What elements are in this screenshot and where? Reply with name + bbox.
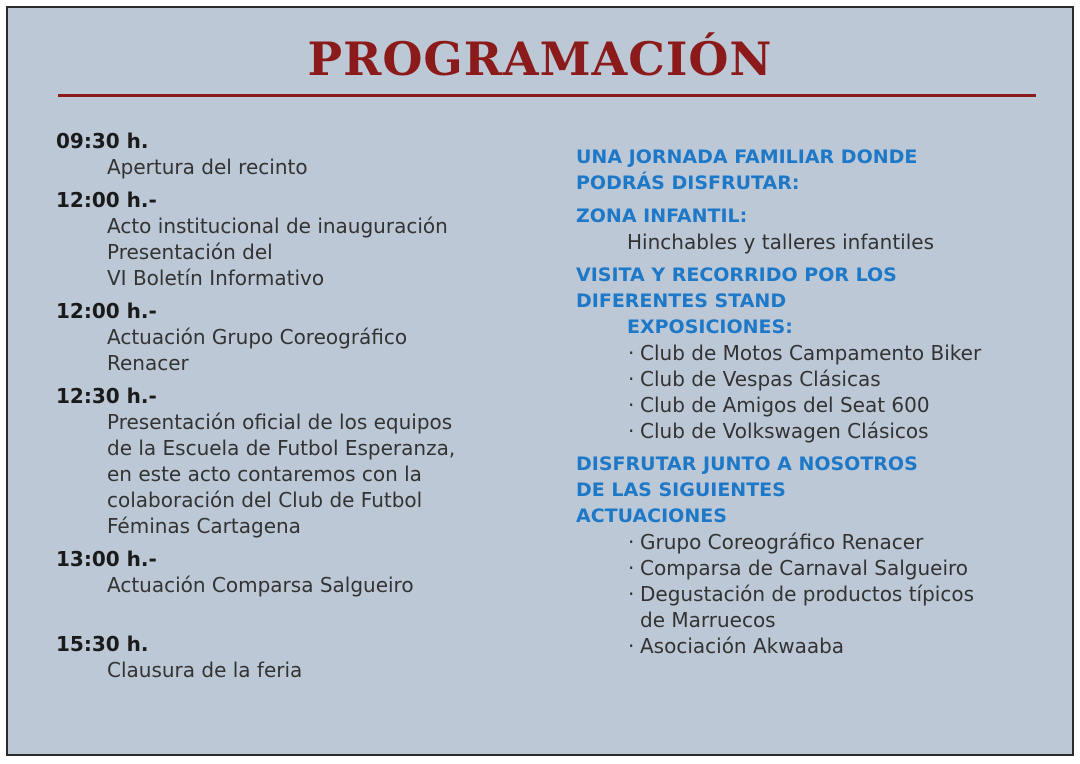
- schedule-desc: Apertura del recinto: [107, 155, 308, 179]
- schedule-time: 12:30 h.-: [56, 384, 157, 408]
- schedule-desc: Clausura de la feria: [107, 658, 303, 682]
- schedule-desc: Renacer: [107, 351, 189, 375]
- list-item: · Comparsa de Carnaval Salgueiro: [628, 556, 969, 580]
- list-item: · Degustación de productos típicos de Marruecos: [628, 582, 975, 632]
- list-item: · Club de Vespas Clásicas: [628, 367, 881, 391]
- schedule-time: 12:00 h.-: [56, 299, 157, 323]
- zona-infantil-text: Hinchables y talleres infantiles: [627, 230, 934, 254]
- list-item: · Club de Motos Campamento Biker: [628, 341, 982, 365]
- bullet-icon: ·: [628, 634, 635, 658]
- schedule-time: 13:00 h.-: [56, 547, 157, 571]
- bullet-icon: ·: [628, 530, 635, 554]
- schedule-time: 12:00 h.-: [56, 188, 157, 212]
- bullet-icon: ·: [628, 367, 635, 391]
- bullet-icon: ·: [628, 556, 635, 580]
- actuaciones-heading: ACTUACIONES: [576, 505, 727, 527]
- intro-heading: PODRÁS DISFRUTAR:: [576, 172, 800, 194]
- schedule-item: [56, 298, 526, 376]
- actuaciones-heading: DISFRUTAR JUNTO A NOSOTROS: [576, 453, 918, 475]
- bullet-icon: ·: [628, 393, 635, 417]
- schedule-desc: Presentación del: [107, 240, 273, 264]
- exposiciones-list: [576, 340, 1046, 444]
- schedule-desc: de la Escuela de Futbol Esperanza,: [107, 436, 456, 460]
- schedule-desc: colaboración del Club de Futbol: [107, 488, 423, 512]
- schedule-desc: en este acto contaremos con la: [107, 462, 422, 486]
- actuaciones-block: [576, 451, 1046, 659]
- list-item: · Club de Volkswagen Clásicos: [628, 419, 929, 443]
- schedule-column: [56, 128, 526, 690]
- schedule-desc: Actuación Comparsa Salgueiro: [107, 573, 414, 597]
- schedule-desc: Féminas Cartagena: [107, 514, 301, 538]
- list-item: · Grupo Coreográfico Renacer: [628, 530, 924, 554]
- schedule-desc: Presentación oficial de los equipos: [107, 410, 453, 434]
- visita-heading: DIFERENTES STAND: [576, 290, 787, 312]
- visita-block: [576, 262, 1046, 444]
- list-item-continuation: de Marruecos: [640, 608, 776, 632]
- actuaciones-list: [576, 529, 1046, 659]
- zona-infantil-heading: ZONA INFANTIL:: [576, 205, 748, 227]
- exposiciones-heading: EXPOSICIONES:: [627, 316, 793, 338]
- page-title: PROGRAMACIÓN: [307, 32, 773, 86]
- title-divider: [58, 94, 1036, 97]
- schedule-item: [56, 383, 526, 539]
- intro-block: [576, 144, 1046, 196]
- schedule-item: [56, 546, 526, 598]
- schedule-item: [56, 128, 526, 180]
- activities-column: [576, 144, 1046, 666]
- schedule-desc: Acto institucional de inauguración: [107, 214, 448, 238]
- schedule-desc: Actuación Grupo Coreográfico: [107, 325, 408, 349]
- list-item: · Asociación Akwaaba: [628, 634, 845, 658]
- bullet-icon: ·: [628, 419, 635, 443]
- bullet-icon: ·: [628, 341, 635, 365]
- actuaciones-heading: DE LAS SIGUIENTES: [576, 479, 786, 501]
- intro-heading: UNA JORNADA FAMILIAR DONDE: [576, 146, 918, 168]
- list-item: · Club de Amigos del Seat 600: [628, 393, 930, 417]
- bullet-icon: ·: [628, 582, 635, 606]
- schedule-time: 15:30 h.: [56, 632, 149, 656]
- visita-heading: VISITA Y RECORRIDO POR LOS: [576, 264, 897, 286]
- schedule-item: [56, 631, 526, 683]
- zona-infantil-block: [576, 203, 1046, 255]
- schedule-item: [56, 187, 526, 291]
- schedule-desc: VI Boletín Informativo: [107, 266, 325, 290]
- schedule-time: 09:30 h.: [56, 129, 149, 153]
